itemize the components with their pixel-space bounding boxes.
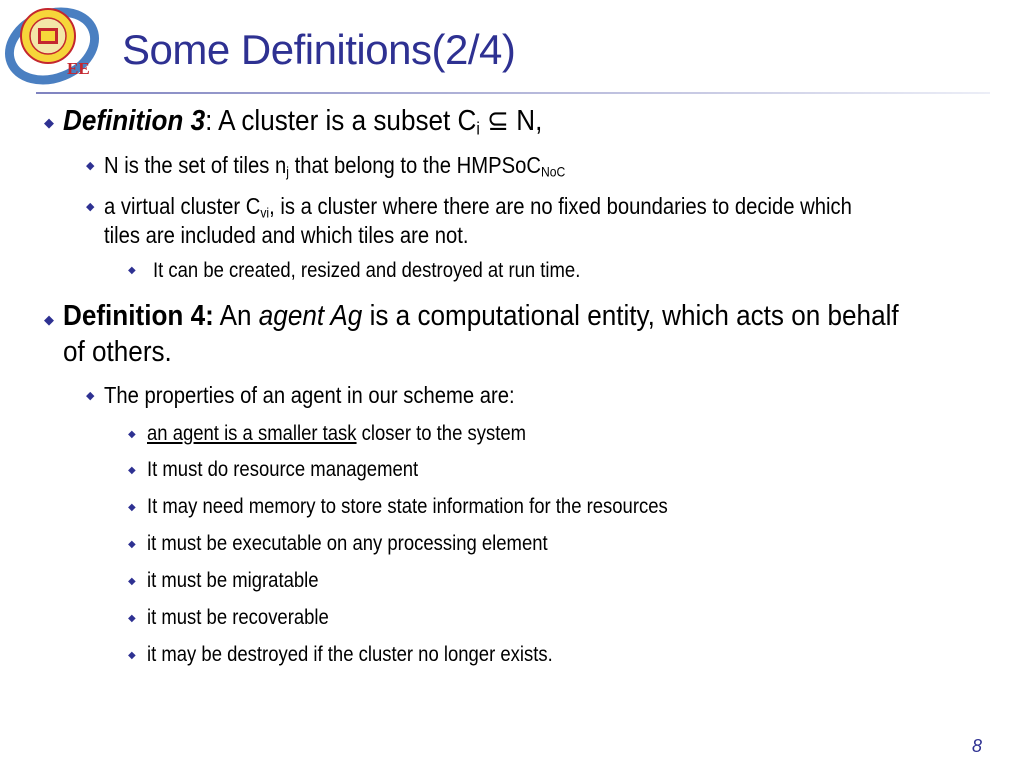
definition-3-label: Definition 3 (63, 105, 206, 137)
property-item: an agent is a smaller task closer to the system (147, 422, 527, 445)
definition-4-label: Definition 4: (63, 300, 214, 332)
agent-properties-heading: The properties of an agent in our scheme are: (104, 382, 515, 408)
diamond-bullet-icon: ◆ (128, 576, 136, 587)
property-item: it must be recoverable (147, 606, 329, 629)
diamond-bullet-icon: ◆ (128, 613, 136, 624)
diamond-bullet-icon: ◆ (86, 390, 95, 402)
slide-title: Some Definitions(2/4) (122, 26, 516, 73)
diamond-bullet-icon: ◆ (128, 539, 136, 550)
diamond-bullet-icon: ◆ (128, 429, 136, 440)
definition-4-line2: of others. (63, 336, 172, 368)
property-item: it must be executable on any processing element (147, 532, 548, 555)
logo-text: EE (67, 59, 90, 78)
virtual-cluster-item: a virtual cluster $C_{vi}$, is a cluster where there are no fixed boundaries to decide which (104, 193, 852, 221)
definition-4: Definition 4: An agent Ag is a computational entity, which acts on behalf (63, 300, 899, 332)
tiles-set-item: N is the set of tiles $n_j$ that belong to the HMPSoC$_{NoC}$ (104, 152, 566, 180)
diamond-bullet-icon: ◆ (44, 115, 54, 130)
property-item: it must be migratable (147, 569, 319, 592)
property-item: it may be destroyed if the cluster no longer exists. (147, 643, 553, 666)
virtual-cluster-item-line2: tiles are included and which tiles are not. (104, 222, 469, 248)
property-item: It may need memory to store state information for the resources (147, 495, 668, 518)
page-number: 8 (971, 736, 982, 756)
definition-3: Definition 3: A cluster is a subset $C_i$ ⊆ N, (63, 105, 543, 139)
diamond-bullet-icon: ◆ (86, 201, 95, 213)
diamond-bullet-icon: ◆ (44, 312, 54, 327)
run-time-item: It can be created, resized and destroyed at run time. (153, 259, 581, 282)
diamond-bullet-icon: ◆ (86, 160, 95, 172)
diamond-bullet-icon: ◆ (128, 465, 136, 476)
diamond-bullet-icon: ◆ (128, 650, 136, 661)
diamond-bullet-icon: ◆ (128, 502, 136, 513)
diamond-bullet-icon: ◆ (128, 265, 136, 276)
property-item: It must do resource management (147, 458, 419, 481)
